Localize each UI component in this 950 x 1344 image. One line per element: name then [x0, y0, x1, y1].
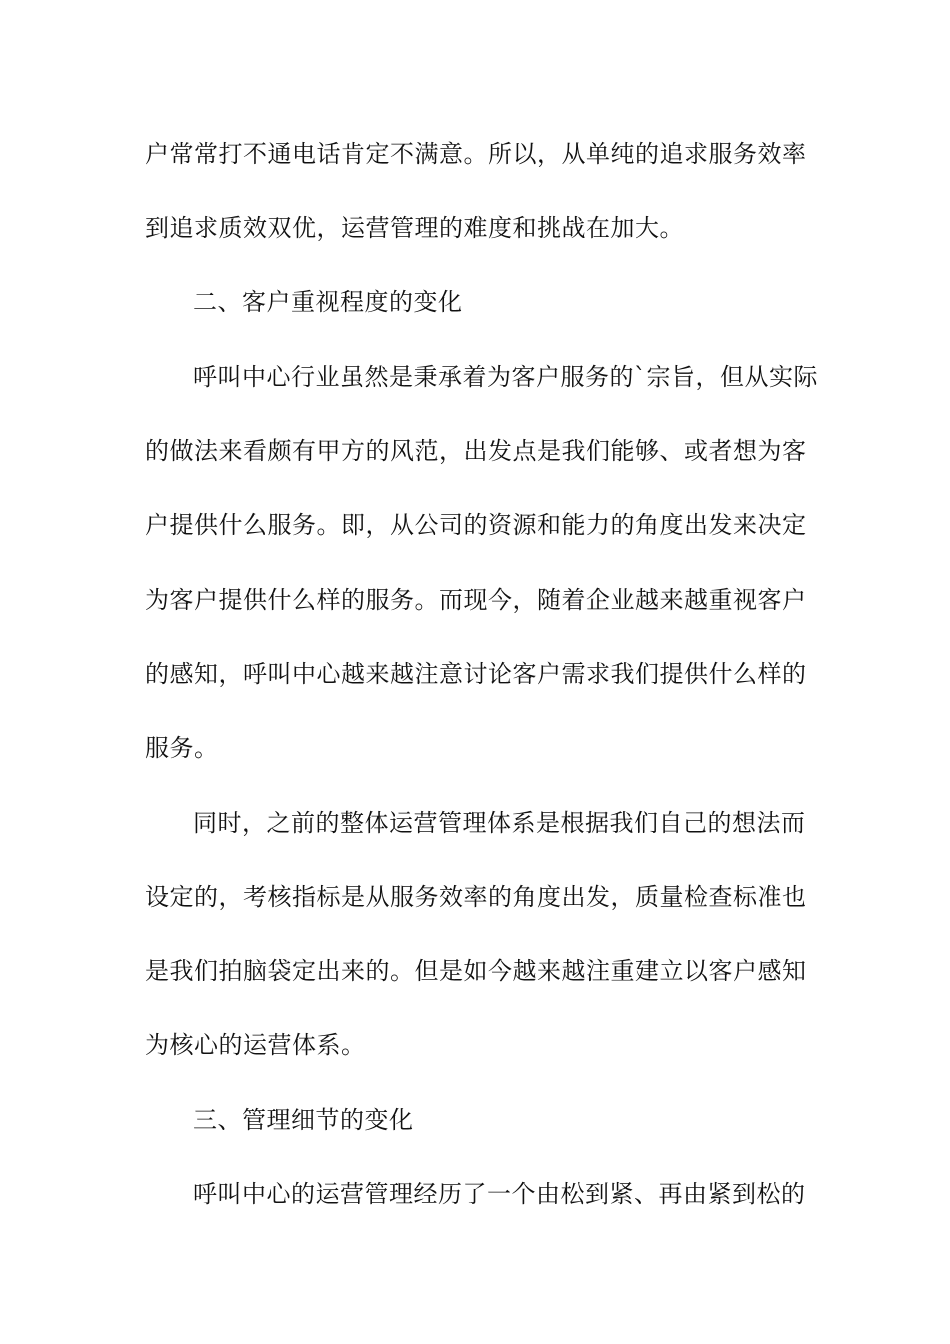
paragraph-line: 户常常打不通电话肯定不满意。所以，从单纯的追求服务效率: [145, 140, 807, 168]
section-heading: 二、客户重视程度的变化: [193, 288, 463, 316]
section-heading: 三、管理细节的变化: [193, 1106, 414, 1134]
paragraph-line: 服务。: [145, 734, 219, 762]
paragraph-line: 同时，之前的整体运营管理体系是根据我们自己的想法而: [193, 809, 806, 837]
paragraph-line: 是我们拍脑袋定出来的。但是如今越来越注重建立以客户感知: [145, 957, 807, 985]
paragraph-line: 为核心的运营体系。: [145, 1031, 366, 1059]
paragraph-line: 为客户提供什么样的服务。而现今，随着企业越来越重视客户: [145, 586, 807, 614]
paragraph-line: 呼叫中心的运营管理经历了一个由松到紧、再由紧到松的: [193, 1180, 806, 1208]
paragraph-line: 户提供什么服务。即，从公司的资源和能力的角度出发来决定: [145, 511, 807, 539]
paragraph-line: 到追求质效双优，运营管理的难度和挑战在加大。: [145, 214, 684, 242]
paragraph-line: 的做法来看颇有甲方的风范，出发点是我们能够、或者想为客: [145, 437, 807, 465]
paragraph-line: 呼叫中心行业虽然是秉承着为客户服务的`宗旨，但从实际: [193, 363, 818, 391]
paragraph-line: 的感知，呼叫中心越来越注意讨论客户需求我们提供什么样的: [145, 660, 807, 688]
paragraph-line: 设定的，考核指标是从服务效率的角度出发，质量检查标准也: [145, 883, 807, 911]
